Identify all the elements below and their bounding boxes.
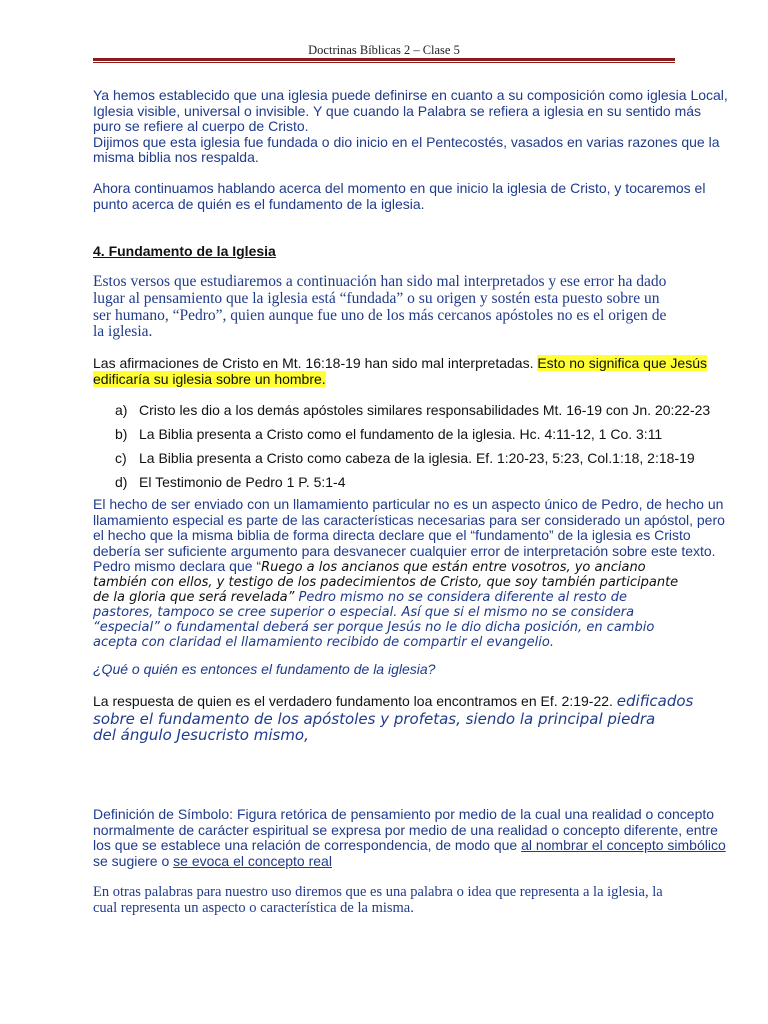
definition-text: se sugiere o — [93, 852, 174, 869]
list-item-text: El Testimonio de Pedro 1 P. 5:1-4 — [139, 474, 346, 490]
text-line — [93, 692, 694, 711]
quote-text: también con ellos, y testigo de los padecimientos de Cristo, que soy también participante — [93, 574, 679, 590]
pedro-intro: Pedro mismo declara que “ — [93, 558, 262, 574]
list-item-label: d) — [115, 474, 128, 490]
text-line: misma biblia nos respalda. — [93, 149, 259, 166]
commentary-text: acepta con claridad el llamamiento recibido de compartir el evangelio. — [93, 634, 554, 650]
underlined-text: al nombrar el concepto simbólico — [521, 837, 726, 854]
question-line: ¿Qué o quién es entonces el fundamento de la iglesia? — [93, 661, 436, 677]
list-item-text: La Biblia presenta a Cristo como el fundamento de la iglesia. Hc. 4:11-12, 1 Co. 3:11 — [139, 426, 663, 442]
text-line: punto acerca de quién es el fundamento de la iglesia. — [93, 195, 425, 212]
quote-text: de la gloria que será revelada” — [93, 590, 295, 606]
text-line — [93, 355, 707, 372]
list-item — [115, 402, 710, 418]
text-line: normalmente de carácter espiritual se expresa por medio de una realidad o concepto diferente, entre — [93, 821, 718, 838]
commentary-text: Pedro mismo no se considera diferente al resto de — [294, 590, 627, 606]
list-item — [115, 474, 346, 490]
text-line: puro se refiere al cuerpo de Cristo. — [93, 118, 309, 135]
definition-text: los que se establece una relación de correspondencia, de modo que — [93, 837, 522, 854]
section-heading: 4. Fundamento de la Iglesia — [93, 243, 276, 259]
text-line: ser humano, “Pedro”, quien aunque fue uno de los más cercanos apóstoles no es el origen de — [93, 306, 667, 324]
list-item-label: a) — [115, 402, 128, 418]
affirmation-text: Las afirmaciones de Cristo en Mt. 16:18-19 han sido mal interpretadas. — [93, 355, 538, 371]
header-rule-thin — [93, 62, 675, 63]
text-line: Ya hemos establecido que una iglesia puede definirse en cuanto a su composición como iglesia Local, — [93, 87, 728, 103]
text-line: llamamiento especial es parte de las características necesarias para ser considerado un apóstol, pero — [93, 511, 725, 528]
list-item-label: b) — [115, 426, 128, 442]
text-line: cual representa un aspecto o característica de la misma. — [93, 900, 414, 916]
text-line: Estos versos que estudiaremos a continuación han sido mal interpretados y ese error ha dado — [93, 273, 667, 290]
header-rule-thick — [93, 58, 675, 61]
calling-paragraph — [93, 496, 725, 559]
scripture-text: edificados — [616, 692, 694, 710]
highlighted-text: edificaría su iglesia sobre un hombre. — [93, 370, 326, 387]
list-item-text: Cristo les dio a los demás apóstoles similares responsabilidades Mt. 16-19 con Jn. 20:22-23 — [139, 402, 711, 418]
text-line: el hecho que la misma biblia de forma directa declare que el “fundamento” de la iglesia es Cristo — [93, 527, 691, 544]
intro-paragraph — [93, 87, 728, 166]
text-line — [93, 837, 726, 854]
text-line: Ahora continuamos hablando acerca del momento en que inicio la iglesia de Cristo, y tocaremos el — [93, 180, 706, 196]
text-line: la iglesia. — [93, 323, 153, 341]
definition-paragraph — [93, 806, 726, 869]
text-line: lugar al pensamiento que la iglesia está “fundada” o su origen y sostén esta puesto sobre un — [93, 289, 660, 307]
list-item — [115, 426, 662, 442]
affirmation-paragraph — [93, 355, 707, 387]
pedro-quote-block — [93, 558, 679, 650]
quote-text: Ruego a los ancianos que están entre vosotros, yo anciano — [261, 560, 646, 575]
commentary-text: pastores, tampoco se cree superior o especial. Así que si el mismo no se considera — [93, 605, 635, 621]
serif-paragraph — [93, 274, 675, 341]
text-line — [93, 854, 675, 870]
closing-paragraph — [93, 884, 675, 916]
list-item-text: La Biblia presenta a Cristo como cabeza de la iglesia. Ef. 1:20-23, 5:23, Col.1:18, 2:18-19 — [139, 450, 695, 466]
list-item-label: c) — [115, 450, 127, 466]
text-line — [93, 372, 675, 388]
text-line: Definición de Símbolo: Figura retórica de pensamiento por medio de la cual una realidad o concepto — [93, 806, 715, 822]
text-line — [93, 559, 675, 576]
text-line: Iglesia visible, universal o invisible. Y que cuando la Palabra se refiera a iglesia en su sentido más — [93, 102, 702, 119]
text-line: debería ser suficiente argumento para desvanecer cualquier error de interpretación sobre este texto. — [93, 542, 716, 559]
continue-paragraph — [93, 180, 706, 212]
list-item — [115, 450, 695, 466]
text-line: Dijimos que esta iglesia fue fundada o dio inicio en el Pentecostés, vasados en varias razones que la — [93, 133, 720, 150]
scripture-text: del ángulo Jesucristo mismo, — [93, 726, 309, 745]
text-line: El hecho de ser enviado con un llamamiento particular no es un aspecto único de Pedro, de hecho un — [93, 496, 724, 512]
text-line: En otras palabras para nuestro uso diremos que es una palabra o idea que representa a la iglesia, la — [93, 884, 663, 900]
answer-text: La respuesta de quien es el verdadero fundamento loa encontramos en Ef. 2:19-22. — [93, 693, 617, 709]
text-line — [93, 590, 675, 606]
answer-paragraph — [93, 692, 694, 745]
underlined-text: se evoca el concepto real — [173, 852, 332, 869]
scripture-text: sobre el fundamento de los apóstoles y profetas, siendo la principal piedra — [93, 709, 656, 728]
page-header: Doctrinas Bíblicas 2 – Clase 5 — [308, 43, 460, 57]
commentary-text: “especial” o fundamental deberá ser porque Jesús no le dio dicha posición, en cambio — [93, 619, 655, 635]
highlighted-text: Esto no significa que Jesús — [537, 355, 707, 371]
